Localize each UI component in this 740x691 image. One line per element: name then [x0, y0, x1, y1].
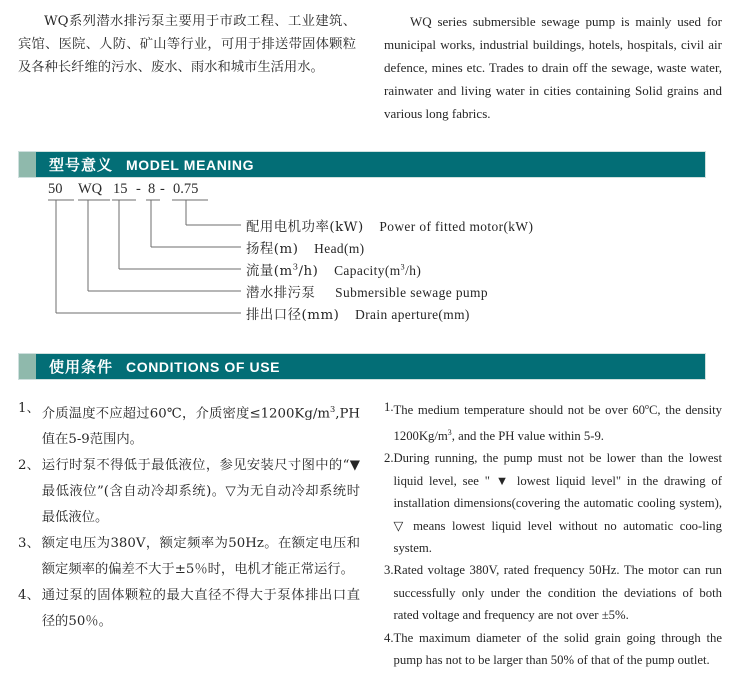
section-title-english: MODEL MEANING	[126, 156, 255, 173]
model-label-capacity-en: $Capacity(m^3/h)$	[334, 262, 422, 278]
condition-text-cn-2: 运行时泵不得低于最低液位，参见安装尺寸图中的“▼最低液位”(含自动冷却系统)。▽为无自动冷却系统时最低液位。	[41, 458, 360, 526]
condition-number-en-1: 1.	[384, 400, 394, 414]
condition-item-en-2	[384, 447, 722, 559]
condition-number-en-2: 2.	[384, 451, 394, 466]
model-label-capacity-cn: 流量$(m^3/h)$	[246, 261, 319, 279]
condition-text-en-4: The maximum diameter of the solid grain going through the pump has not to be larger than 50% of that of the pump outlet.	[393, 630, 722, 667]
condition-item-cn-4	[18, 583, 360, 635]
conditions-english-column	[370, 396, 722, 671]
condition-item-en-1	[384, 396, 722, 447]
model-label-head	[246, 238, 365, 257]
model-label-motor-power-en: Power of fitted motor(kW)	[379, 219, 534, 234]
model-label-motor-power	[246, 216, 533, 235]
model-token-capacity: 15	[113, 181, 128, 197]
intro-section	[0, 0, 740, 125]
model-separator-2: -	[160, 181, 165, 197]
condition-item-en-3	[384, 559, 722, 626]
conditions-chinese-column	[18, 396, 370, 671]
condition-number-cn-2: 2、	[18, 458, 40, 474]
condition-number-cn-4: 4、	[18, 588, 40, 604]
condition-number-en-4: 4.	[384, 630, 394, 645]
condition-text-cn-1: 介质温度不应超过60℃，介质密度$\le 1200Kg/m^3,PH$值在5-9范围内。	[41, 404, 360, 448]
model-token-head: 8	[148, 181, 156, 197]
section-header-model-meaning	[18, 151, 706, 178]
section-title-english-2: CONDITIONS OF USE	[126, 358, 281, 375]
condition-item-cn-1	[18, 396, 360, 453]
condition-number-en-3: 3.	[384, 563, 394, 578]
condition-text-en-3: Rated voltage 380V, rated frequency 50Hz. The motor can run successfully only under the condition the deviations of both rated voltage and frequency are not over ±5%.	[393, 563, 722, 623]
model-label-capacity	[246, 260, 421, 279]
section-title-chinese: 型号意义	[49, 156, 114, 174]
model-label-head-cn: 扬程(m)	[246, 242, 299, 257]
model-label-motor-power-cn: 配用电机功率(kW)	[246, 220, 364, 235]
model-label-drain-aperture	[246, 304, 470, 323]
model-label-pump-type	[246, 282, 488, 301]
intro-chinese-column	[18, 10, 370, 125]
section-header-conditions-of-use	[18, 353, 706, 380]
condition-text-en-1: The medium temperature should not be over 60$^o$C, the density $1200Kg/m^3$, and the PH value within 5-9.	[393, 402, 722, 443]
model-meaning-diagram	[0, 178, 740, 353]
model-label-pump-type-cn: 潜水排污泵	[246, 286, 316, 301]
model-token-motor-power: 0.75	[173, 181, 199, 197]
model-separator-1: -	[136, 181, 141, 197]
condition-item-cn-3	[18, 531, 360, 583]
condition-item-cn-2	[18, 453, 360, 531]
section-title-bar	[36, 152, 705, 177]
conditions-section	[0, 380, 740, 671]
model-label-drain-aperture-cn: 排出口径(mm)	[246, 308, 340, 323]
condition-number-cn-3: 3、	[18, 536, 40, 552]
condition-text-cn-4: 通过泵的固体颗粒的最大直径不得大于泵体排出口直径的50％。	[41, 588, 360, 630]
model-label-pump-type-en: Submersible sewage pump	[335, 285, 488, 300]
condition-text-cn-3: 额定电压为380V，额定频率为50Hz。在额定电压和额定频率的偏差不大于±5％时，电机才能正常运行。	[41, 536, 360, 578]
section-accent-stripe	[19, 152, 36, 177]
section-title-chinese-2: 使用条件	[49, 358, 114, 376]
condition-text-en-2: During running, the pump must not be lower than the lowest liquid level, see " ▼ lowest liquid level" in the drawing of installation dimensions(covering the automatic cooling system), ▽ means lowest liquid level without no automatic coo-ling system.	[393, 451, 722, 555]
intro-english-column	[370, 10, 722, 125]
model-label-head-en: Head(m)	[314, 241, 365, 256]
section-title-bar-2	[36, 354, 705, 379]
intro-chinese-paragraph: WQ系列潜水排污泵主要用于市政工程、工业建筑、宾馆、医院、人防、矿山等行业，可用于排送带固体颗粒及各种长纤维的污水、废水、雨水和城市生活用水。	[18, 14, 356, 75]
model-token-series: WQ	[78, 181, 103, 197]
condition-number-cn-1: 1、	[18, 401, 40, 416]
model-label-drain-aperture-en: Drain aperture(mm)	[355, 307, 470, 322]
section-accent-stripe-2	[19, 354, 36, 379]
intro-english-paragraph: WQ series submersible sewage pump is mainly used for municipal works, industrial buildings, hotels, hospitals, civil air defence, mines etc. Trades to drain off the sewage, waste water, rainwater and living water in cities containing Solid grains and various long fabrics.	[384, 14, 722, 121]
condition-item-en-4	[384, 627, 722, 672]
model-token-bore: 50	[48, 181, 63, 197]
